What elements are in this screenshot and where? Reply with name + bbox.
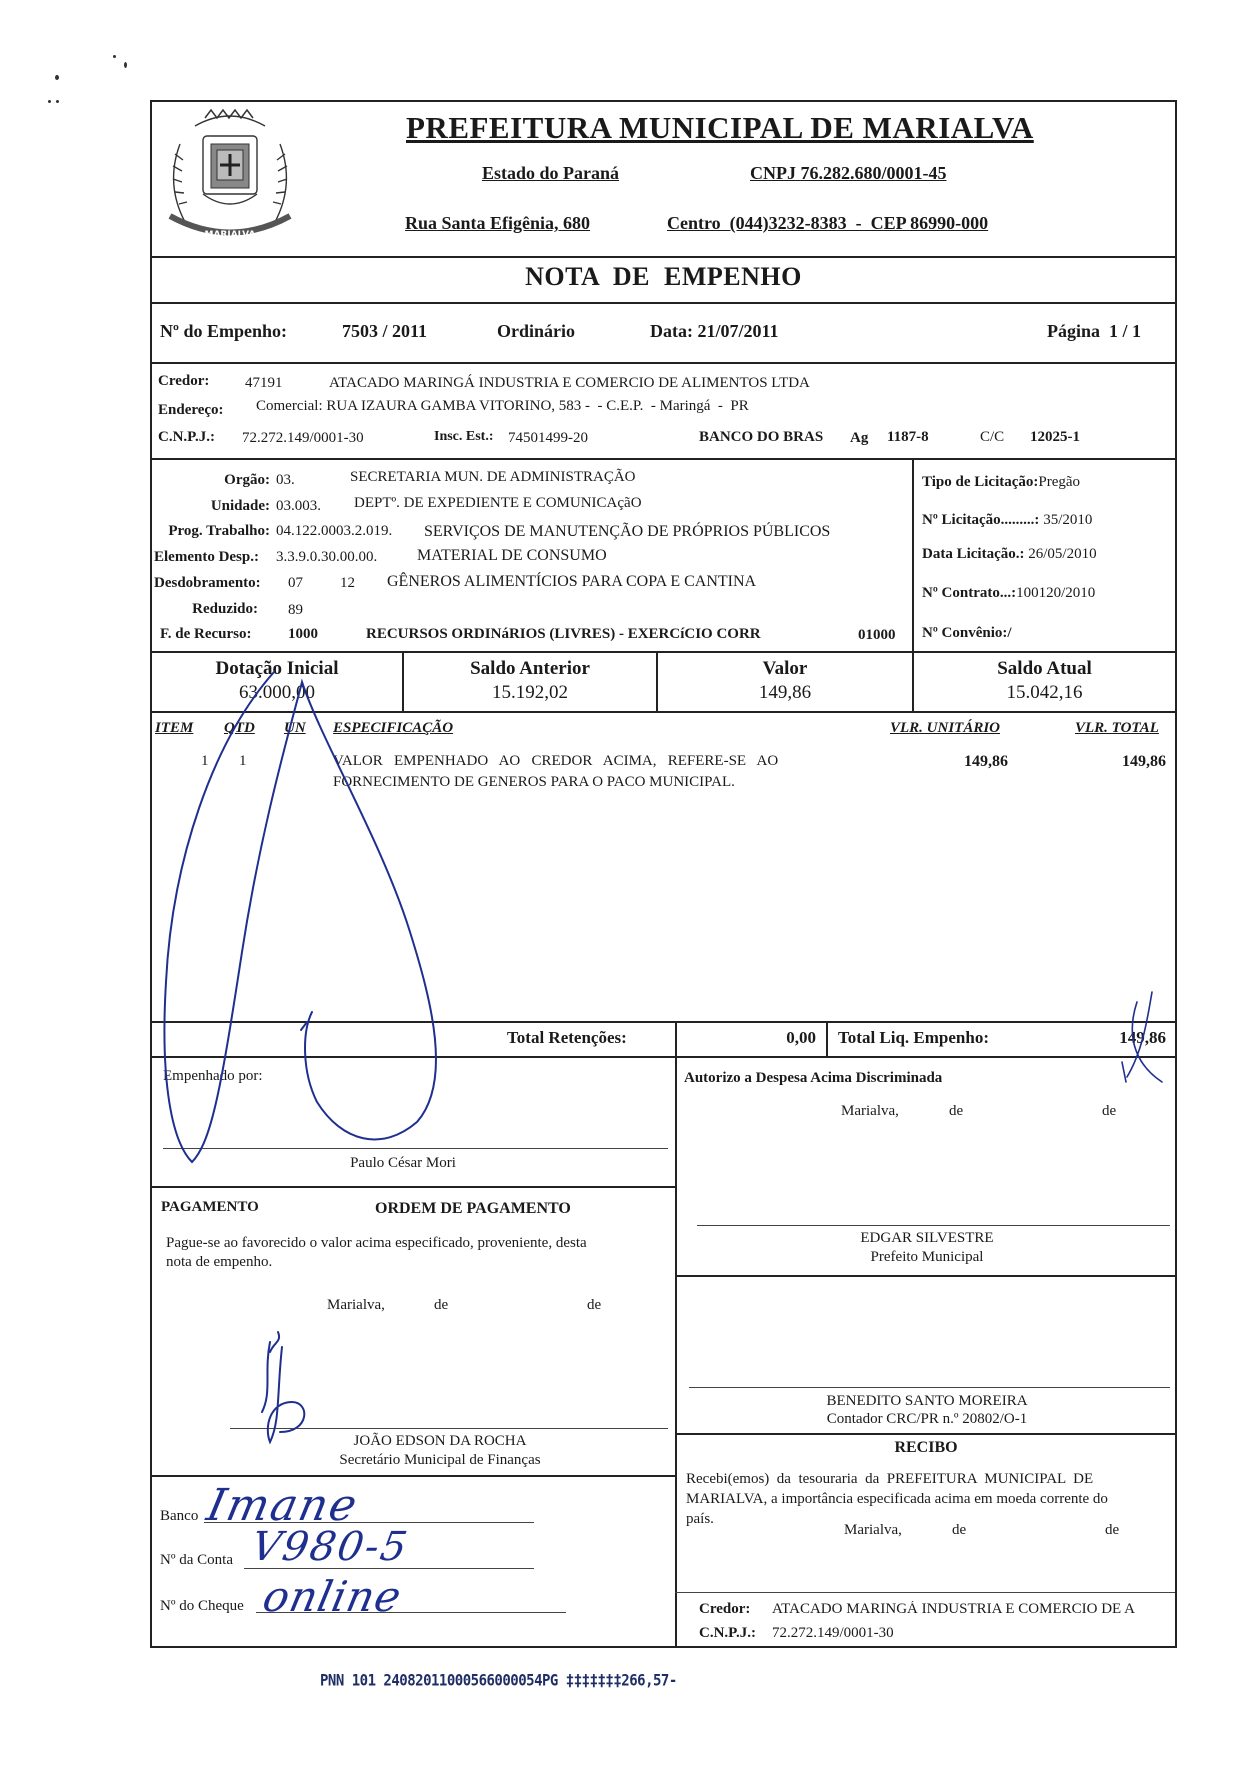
ordem-pagamento-title: ORDEM DE PAGAMENTO [375, 1200, 571, 1217]
convenio-label: Nº Convênio:/ [922, 625, 1012, 641]
prog-desc: SERVIÇOS DE MANUTENÇÃO DE PRÓPRIOS PÚBLICOS [424, 523, 831, 540]
contrato-value: 100120/2010 [1016, 585, 1096, 601]
doc-title: NOTA DE EMPENHO [525, 262, 802, 291]
insc-value: 74501499-20 [508, 430, 588, 446]
address-label: Endereço: [158, 402, 224, 418]
valor-label: Valor [762, 658, 808, 679]
col-vlr-total: VLR. TOTAL [1075, 720, 1159, 736]
address-street: Rua Santa Efigênia, 680 [405, 213, 591, 233]
pagamento-de-2: de [587, 1297, 602, 1313]
licitacao-date-value: 26/05/2010 [1028, 546, 1097, 562]
retencoes-value: 0,00 [786, 1028, 816, 1047]
conta-label: Nº da Conta [160, 1552, 233, 1568]
recibo-text-3: país. [686, 1511, 714, 1527]
cnpj-label: C.N.P.J.: [158, 429, 215, 445]
licitacao-number-value: 35/2010 [1043, 512, 1093, 528]
col-qtd: QTD [224, 720, 255, 736]
contador-role: Contador CRC/PR n.º 20802/O-1 [826, 1411, 1028, 1427]
address-details: Centro (044)3232-8383 - CEP 86990-000 [667, 213, 989, 233]
elemento-desc: MATERIAL DE CONSUMO [417, 547, 607, 564]
empenho-date: Data: 21/07/2011 [650, 321, 779, 341]
micr-footer-code: PNN 101 24082011000566000054PG ‡‡‡‡‡‡‡266,57- [320, 1671, 677, 1691]
pagamento-de-1: de [434, 1297, 449, 1313]
orgao-label: Orgão: [224, 472, 270, 488]
col-vlr-unit: VLR. UNITÁRIO [890, 720, 1001, 736]
recibo-text-2: MARIALVA, a importância especificada acima em moeda corrente do [686, 1491, 1108, 1507]
reduzido-value: 89 [288, 602, 303, 618]
dotacao-value: 63.000,00 [239, 682, 315, 703]
recibo-de-1: de [952, 1522, 967, 1538]
licitacao-number-label: Nº Licitação.........: [922, 512, 1040, 528]
recibo-cnpj-label: C.N.P.J.: [699, 1625, 756, 1641]
prog-label: Prog. Trabalho: [168, 523, 270, 539]
item-number: 1 [201, 753, 209, 769]
pagamento-text-1: Pague-se ao favorecido o valor acima especificado, proveniente, desta [166, 1235, 587, 1251]
fonte-code: 1000 [288, 626, 318, 642]
scan-speck [55, 75, 59, 80]
saldo-anterior-value: 15.192,02 [492, 682, 568, 703]
recibo-de-2: de [1105, 1522, 1120, 1538]
scan-speck [56, 100, 59, 103]
prog-code: 04.122.0003.2.019. [276, 523, 393, 539]
reduzido-label: Reduzido: [192, 601, 258, 617]
autorizo-label: Autorizo a Despesa Acima Discriminada [684, 1070, 943, 1086]
recibo-title: RECIBO [894, 1439, 958, 1456]
credor-name: ATACADO MARINGÁ INDUSTRIA E COMERCIO DE ALIMENTOS LTDA [329, 375, 810, 391]
bank-name: BANCO DO BRAS [699, 429, 824, 445]
scan-speck [48, 100, 51, 103]
item-unit-value: 149,86 [964, 753, 1008, 770]
dotacao-label: Dotação Inicial [215, 658, 339, 679]
fonte-desc: RECURSOS ORDINáRIOS (LIVRES) - EXERCíCIO CORR [366, 626, 761, 642]
unidade-code: 03.003. [276, 498, 321, 514]
empenhado-name: Paulo César Mori [350, 1155, 456, 1171]
item-spec-line-1: VALOR EMPENHADO AO CREDOR ACIMA, REFERE-SE AO [333, 753, 779, 769]
fonte-num: 01000 [858, 627, 896, 643]
licitacao-type-value: Pregão [1038, 474, 1081, 490]
agency-value: 1187-8 [887, 429, 929, 445]
unidade-label: Unidade: [210, 498, 270, 514]
desdobramento-code-2: 12 [340, 575, 355, 591]
prefeito-role: Prefeito Municipal [870, 1249, 984, 1265]
desdobramento-label: Desdobramento: [154, 575, 261, 591]
item-total-value: 149,86 [1122, 753, 1166, 770]
banco-handwritten: Imane [202, 1480, 364, 1531]
autorizo-place: Marialva, [841, 1103, 899, 1119]
credor-address: Comercial: RUA IZAURA GAMBA VITORINO, 583 - - C.E.P. - Maringá - PR [256, 398, 749, 414]
recibo-place: Marialva, [844, 1522, 902, 1538]
recibo-credor-label: Credor: [699, 1601, 751, 1617]
scan-speck [124, 62, 127, 68]
empenho-number: 7503 / 2011 [342, 321, 428, 341]
pagamento-place: Marialva, [327, 1297, 385, 1313]
coat-of-arms-label: MARIALVA [204, 230, 256, 240]
orgao-code: 03. [276, 472, 295, 488]
desdobramento-code-1: 07 [288, 575, 303, 591]
banco-label: Banco [160, 1508, 199, 1524]
recibo-text-1: Recebi(emos) da tesouraria da PREFEITURA MUNICIPAL DE [686, 1471, 1094, 1487]
state-name: Estado do Paraná [482, 163, 620, 183]
empenhado-label: Empenhado por: [163, 1068, 263, 1084]
pagamento-label: PAGAMENTO [161, 1199, 259, 1215]
valor-value: 149,86 [758, 682, 812, 703]
col-item: ITEM [155, 720, 194, 736]
fonte-label: F. de Recurso: [160, 626, 252, 642]
insc-label: Insc. Est.: [434, 429, 494, 444]
recibo-cnpj-value: 72.272.149/0001-30 [772, 1625, 894, 1641]
licitacao-type-label: Tipo de Licitação: [922, 474, 1039, 490]
contrato-label: Nº Contrato...: [922, 585, 1017, 601]
municipality-title: PREFEITURA MUNICIPAL DE MARIALVA [406, 110, 1034, 145]
empenho-type: Ordinário [497, 321, 576, 341]
page-indicator: Página 1 / 1 [1047, 321, 1142, 341]
saldo-atual-label: Saldo Atual [997, 658, 1092, 679]
cheque-handwritten: online [258, 1572, 407, 1621]
cheque-label: Nº do Cheque [160, 1598, 244, 1614]
credor-cnpj: 72.272.149/0001-30 [242, 430, 364, 446]
autorizo-de-1: de [949, 1103, 964, 1119]
scan-speck [113, 55, 116, 58]
credor-label: Credor: [158, 373, 210, 389]
cc-value: 12025-1 [1030, 429, 1080, 445]
nota-de-empenho-form [150, 100, 1177, 1648]
cnpj-header: CNPJ 76.282.680/0001-45 [750, 163, 947, 183]
handwriting-overlay [152, 102, 1175, 1650]
liquido-value: 149,86 [1119, 1028, 1166, 1047]
contador-name: BENEDITO SANTO MOREIRA [826, 1393, 1028, 1409]
credor-code: 47191 [245, 375, 283, 391]
agency-label: Ag [850, 430, 869, 446]
unidade-desc: DEPTº. DE EXPEDIENTE E COMUNICAçãO [354, 495, 642, 511]
secretario-name: JOÃO EDSON DA ROCHA [353, 1433, 527, 1449]
col-un: UN [284, 720, 306, 736]
liquido-label: Total Liq. Empenho: [838, 1028, 989, 1047]
item-spec-line-2: FORNECIMENTO DE GENEROS PARA O PACO MUNICIPAL. [333, 774, 735, 790]
prefeito-name: EDGAR SILVESTRE [860, 1230, 994, 1246]
autorizo-de-2: de [1102, 1103, 1117, 1119]
empenho-number-label: Nº do Empenho: [160, 321, 287, 341]
orgao-desc: SECRETARIA MUN. DE ADMINISTRAÇÃO [350, 469, 636, 485]
retencoes-label: Total Retenções: [507, 1028, 627, 1047]
licitacao-date-label: Data Licitação.: [922, 546, 1025, 562]
item-qty: 1 [239, 753, 247, 769]
recibo-credor-value: ATACADO MARINGÁ INDUSTRIA E COMERCIO DE A [772, 1601, 1135, 1617]
conta-handwritten: V980-5 [247, 1524, 413, 1570]
secretario-role: Secretário Municipal de Finanças [339, 1452, 541, 1468]
pagamento-text-2: nota de empenho. [166, 1254, 273, 1270]
col-spec: ESPECIFICAÇÃO [333, 720, 454, 736]
desdobramento-desc: GÊNEROS ALIMENTÍCIOS PARA COPA E CANTINA [387, 573, 757, 590]
elemento-label: Elemento Desp.: [154, 549, 259, 565]
cc-label: C/C [980, 429, 1005, 445]
saldo-anterior-label: Saldo Anterior [470, 658, 590, 679]
saldo-atual-value: 15.042,16 [1006, 682, 1083, 703]
elemento-code: 3.3.9.0.30.00.00. [276, 549, 378, 565]
